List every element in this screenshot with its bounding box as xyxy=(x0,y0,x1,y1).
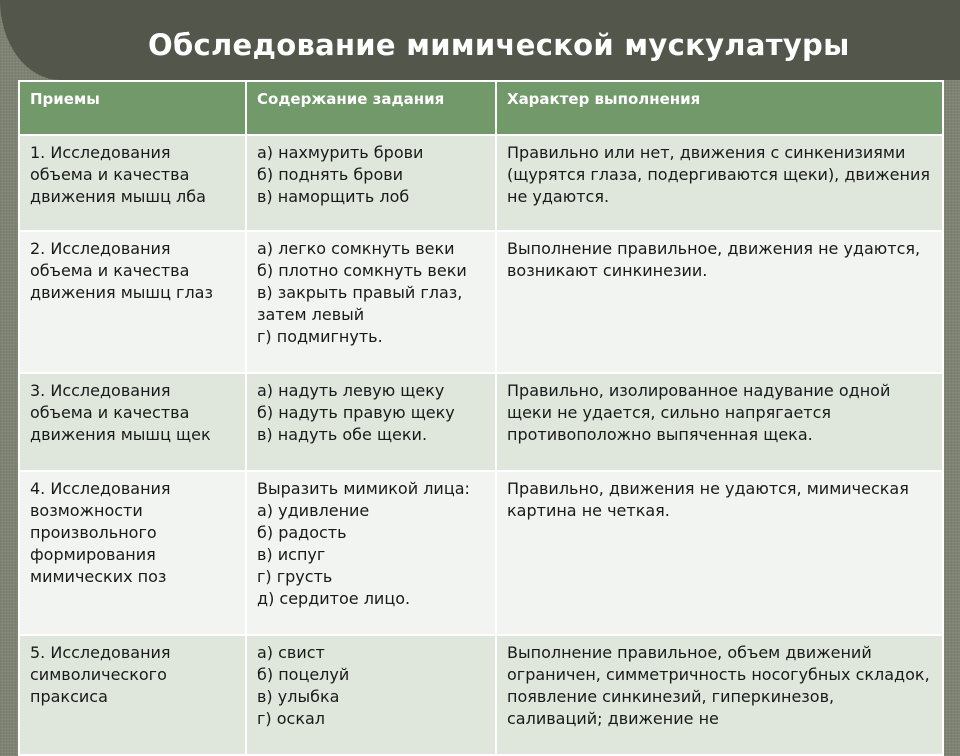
method-cell: 1. Исследования объема и качества движения мышц лба xyxy=(19,135,246,231)
method-cell: 2. Исследования объема и качества движения мышц глаз xyxy=(19,231,246,373)
table-header-row xyxy=(19,81,943,135)
table-row xyxy=(19,635,943,755)
table-row xyxy=(19,373,943,471)
task-line: б) поднять брови xyxy=(257,165,404,184)
task-line: г) оскал xyxy=(257,709,326,728)
task-line: а) удивление xyxy=(257,501,370,520)
task-line: а) легко сомкнуть веки xyxy=(257,239,455,258)
task-cell xyxy=(246,373,496,471)
result-cell: Правильно, движения не удаются, мимическая картина не четкая. xyxy=(496,471,943,635)
table-row xyxy=(19,135,943,231)
header-task-content: Содержание задания xyxy=(246,81,496,135)
table-row xyxy=(19,471,943,635)
task-line: б) надуть правую щеку xyxy=(257,403,455,422)
task-line: в) закрыть правый глаз, затем левый xyxy=(257,283,463,324)
task-line: б) радость xyxy=(257,523,347,542)
table-row xyxy=(19,231,943,373)
examination-table xyxy=(18,80,944,756)
task-line: Выразить мимикой лица: xyxy=(257,479,470,498)
task-line: в) улыбка xyxy=(257,687,340,706)
result-cell: Выполнение правильное, движения не удаются, возникают синкинезии. xyxy=(496,231,943,373)
task-line: г) грусть xyxy=(257,567,333,586)
method-cell: 4. Исследования возможности произвольного формирования мимических поз xyxy=(19,471,246,635)
task-cell xyxy=(246,635,496,755)
task-line: в) надуть обе щеки. xyxy=(257,425,428,444)
result-cell: Правильно, изолированное надувание одной щеки не удается, сильно напрягается противоположно выпяченная щека. xyxy=(496,373,943,471)
task-line: а) нахмурить брови xyxy=(257,143,424,162)
task-line: д) сердитое лицо. xyxy=(257,589,411,608)
task-line: б) поцелуй xyxy=(257,665,350,684)
task-line: в) наморщить лоб xyxy=(257,187,410,206)
task-line: г) подмигнуть. xyxy=(257,327,383,346)
task-line: а) надуть левую щеку xyxy=(257,381,445,400)
header-methods: Приемы xyxy=(19,81,246,135)
method-cell: 3. Исследования объема и качества движения мышц щек xyxy=(19,373,246,471)
task-line: а) свист xyxy=(257,643,325,662)
result-cell: Правильно или нет, движения с синкенизиями (щурятся глаза, подергиваются щеки), движения не удаются. xyxy=(496,135,943,231)
slide-title: Обследование мимической мускулатуры xyxy=(148,28,850,62)
task-line: в) испуг xyxy=(257,545,326,564)
task-cell xyxy=(246,231,496,373)
task-cell xyxy=(246,135,496,231)
task-line: б) плотно сомкнуть веки xyxy=(257,261,467,280)
method-cell: 5. Исследования символического праксиса xyxy=(19,635,246,755)
result-cell: Выполнение правильное, объем движений ограничен, симметричность носогубных складок, появление синкинезий, гиперкинезов, саливаций; движение не xyxy=(496,635,943,755)
header-performance: Характер выполнения xyxy=(496,81,943,135)
task-cell xyxy=(246,471,496,635)
